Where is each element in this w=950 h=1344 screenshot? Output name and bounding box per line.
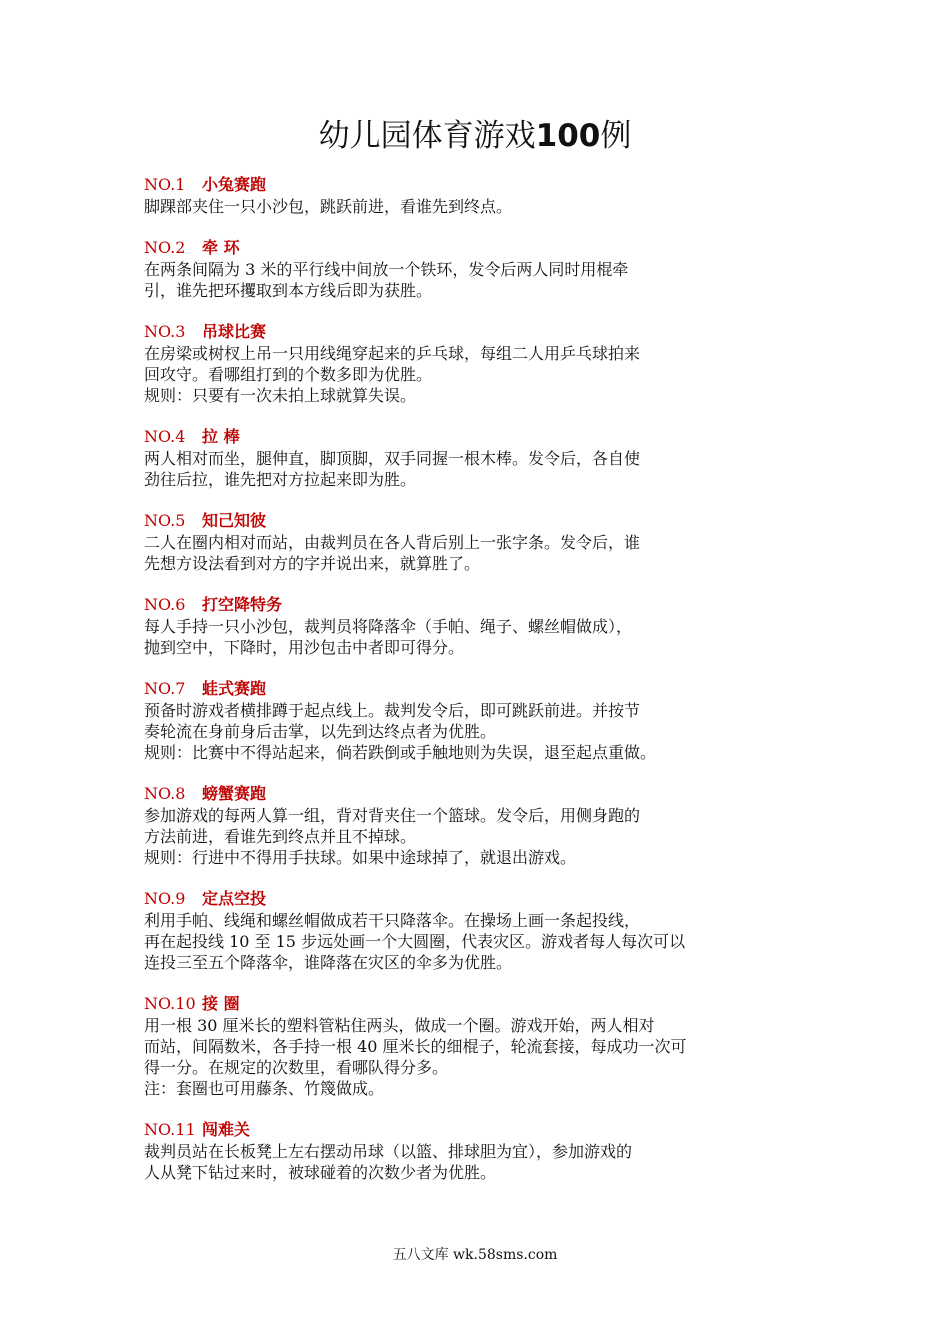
game-description-line: 再在起投线 10 至 15 步远处画一个大圆圈，代表灾区。游戏者每人每次可以: [144, 932, 686, 951]
game-name: 定点空投: [202, 889, 267, 908]
game-description-line: 回攻守。看哪组打到的个数多即为优胜。: [144, 365, 433, 384]
game-heading: [144, 888, 824, 910]
game-description-line: 两人相对而坐，腿伸直，脚顶脚，双手同握一根木棒。发令后，各自使: [144, 449, 641, 468]
title-number: 100: [535, 118, 601, 154]
game-entry: [144, 426, 824, 490]
game-description-line: 脚踝部夹住一只小沙包，跳跃前进，看谁先到终点。: [144, 197, 513, 216]
game-description-line: 方法前进，看谁先到终点并且不掉球。: [144, 827, 417, 846]
title-suffix: 例: [600, 118, 632, 154]
game-number: NO.3: [144, 322, 186, 341]
game-entry: [144, 594, 824, 658]
game-description-line: 注：套圈也可用藤条、竹篾做成。: [144, 1079, 385, 1098]
game-heading: [144, 1119, 824, 1141]
game-heading: [144, 426, 824, 448]
page-footer: 五八文库 wk.58sms.com: [392, 1247, 558, 1263]
game-name: 闯难关: [202, 1120, 251, 1139]
game-number: NO.6: [144, 595, 186, 614]
game-entry: [144, 678, 824, 763]
page-title: [0, 116, 950, 156]
game-description-line: 利用手帕、线绳和螺丝帽做成若干只降落伞。在操场上画一条起投线，: [144, 911, 641, 930]
game-name: 小兔赛跑: [202, 175, 267, 194]
game-number: NO.9: [144, 889, 186, 908]
game-number: NO.5: [144, 511, 186, 530]
game-name: 拉 棒: [202, 427, 240, 446]
game-description-line: 预备时游戏者横排蹲于起点线上。裁判发令后，即可跳跃前进。并按节: [144, 701, 641, 720]
game-description-line: 而站，间隔数米，各手持一根 40 厘米长的细棍子，轮流套接，每成功一次可: [144, 1037, 687, 1056]
game-description-line: 先想方设法看到对方的字并说出来，就算胜了。: [144, 554, 481, 573]
game-name: 吊球比赛: [202, 322, 267, 341]
game-heading: [144, 783, 824, 805]
game-entry: [144, 1119, 824, 1183]
game-name: 知己知彼: [202, 511, 267, 530]
title-prefix: 幼儿园体育游戏: [318, 118, 536, 154]
game-number: NO.11: [144, 1120, 196, 1139]
game-number: NO.7: [144, 679, 186, 698]
game-name: 打空降特务: [202, 595, 283, 614]
game-description-line: 引，谁先把环攫取到本方线后即为获胜。: [144, 281, 433, 300]
game-description-line: 裁判员站在长板凳上左右摆动吊球（以篮、排球胆为宜），参加游戏的: [144, 1142, 633, 1161]
game-entry: [144, 174, 824, 217]
game-entry: [144, 510, 824, 574]
game-description-line: 在房梁或树杈上吊一只用线绳穿起来的乒乓球，每组二人用乒乓球拍来: [144, 344, 641, 363]
game-description-line: 规则：比赛中不得站起来，倘若跌倒或手触地则为失误，退至起点重做。: [144, 743, 657, 762]
game-description-line: 参加游戏的每两人算一组，背对背夹住一个篮球。发令后，用侧身跑的: [144, 806, 641, 825]
game-number: NO.10: [144, 994, 196, 1013]
game-description-line: 人从凳下钻过来时，被球碰着的次数少者为优胜。: [144, 1163, 497, 1182]
game-heading: [144, 174, 824, 196]
game-name: 牵 环: [202, 238, 240, 257]
game-description-line: 二人在圈内相对而站，由裁判员在各人背后别上一张字条。发令后，谁: [144, 533, 641, 552]
game-number: NO.1: [144, 175, 186, 194]
game-description-line: 规则：只要有一次未拍上球就算失误。: [144, 386, 417, 405]
game-description-line: 劲往后拉，谁先把对方拉起来即为胜。: [144, 470, 417, 489]
game-number: NO.2: [144, 238, 186, 257]
game-entry: [144, 237, 824, 301]
game-description-line: 在两条间隔为 3 米的平行线中间放一个铁环，发令后两人同时用棍牵: [144, 260, 629, 279]
game-entry: [144, 993, 824, 1099]
game-name: 螃蟹赛跑: [202, 784, 267, 803]
game-name: 蛙式赛跑: [202, 679, 267, 698]
game-description-line: 抛到空中，下降时，用沙包击中者即可得分。: [144, 638, 465, 657]
game-heading: [144, 594, 824, 616]
game-entry: [144, 321, 824, 406]
game-description-line: 规则：行进中不得用手扶球。如果中途球掉了，就退出游戏。: [144, 848, 577, 867]
game-description-line: 奏轮流在身前身后击掌，以先到达终点者为优胜。: [144, 722, 497, 741]
game-list: [144, 174, 824, 1203]
game-heading: [144, 510, 824, 532]
game-description-line: 每人手持一只小沙包，裁判员将降落伞（手帕、绳子、螺丝帽做成），: [144, 617, 633, 636]
game-heading: [144, 678, 824, 700]
game-entry: [144, 888, 824, 973]
game-description-line: 用一根 30 厘米长的塑料管粘住两头，做成一个圈。游戏开始，两人相对: [144, 1016, 655, 1035]
game-description-line: 得一分。在规定的次数里，看哪队得分多。: [144, 1058, 449, 1077]
game-number: NO.8: [144, 784, 186, 803]
game-heading: [144, 993, 824, 1015]
game-heading: [144, 237, 824, 259]
game-description-line: 连投三至五个降落伞，谁降落在灾区的伞多为优胜。: [144, 953, 513, 972]
game-heading: [144, 321, 824, 343]
game-entry: [144, 783, 824, 868]
game-name: 接 圈: [202, 994, 240, 1013]
game-number: NO.4: [144, 427, 186, 446]
